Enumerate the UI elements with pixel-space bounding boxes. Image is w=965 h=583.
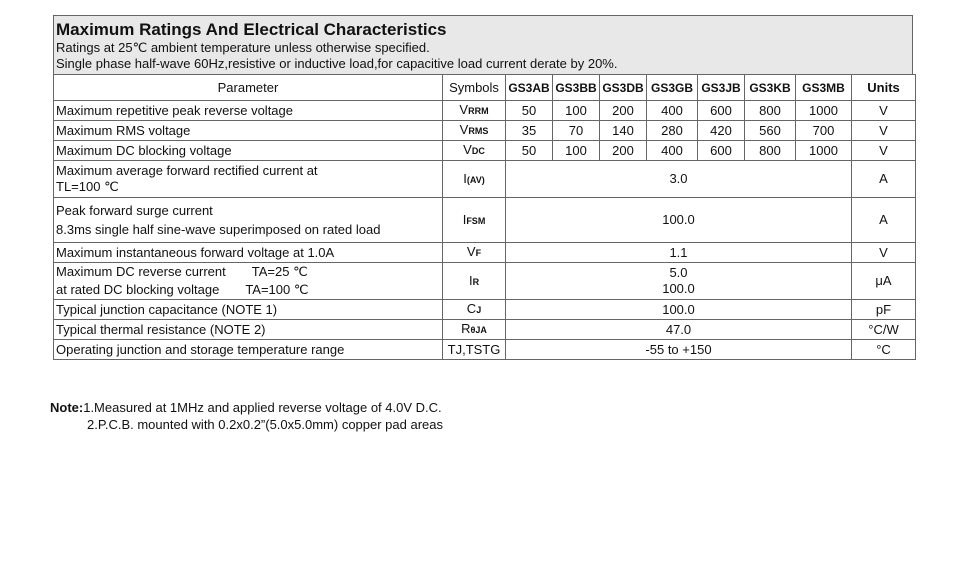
unit-cell: °C	[852, 340, 916, 360]
value-cell: 600	[698, 101, 745, 121]
param-cell: Peak forward surge current 8.3ms single half sine-wave superimposed on rated load	[54, 198, 443, 243]
unit-cell: V	[852, 141, 916, 161]
symbol-cell: VF	[443, 243, 506, 263]
param-cell: Operating junction and storage temperature range	[54, 340, 443, 360]
ratings-header	[53, 15, 913, 74]
ratings-sheet	[53, 15, 913, 360]
note-label: Note:	[50, 400, 84, 415]
value-cell: 50	[506, 101, 553, 121]
unit-cell: A	[852, 198, 916, 243]
value-cell: 560	[745, 121, 796, 141]
unit-cell: pF	[852, 300, 916, 320]
notes-section	[50, 399, 443, 433]
unit-cell: μA	[852, 263, 916, 300]
symbol-cell: CJ	[443, 300, 506, 320]
table-row	[54, 198, 916, 243]
value-cell: 800	[745, 101, 796, 121]
table-row	[54, 300, 916, 320]
parameter-header: Parameter	[54, 75, 443, 101]
value-cell: 100	[553, 141, 600, 161]
part-header: GS3DB	[600, 75, 647, 101]
value-cell: 140	[600, 121, 647, 141]
table-row	[54, 161, 916, 198]
value-cell: 1000	[796, 141, 852, 161]
symbol-cell: VRMS	[443, 121, 506, 141]
table-row	[54, 141, 916, 161]
unit-cell: V	[852, 121, 916, 141]
value-cell: 600	[698, 141, 745, 161]
value-cell: 70	[553, 121, 600, 141]
part-header: GS3AB	[506, 75, 553, 101]
param-cell: Maximum DC reverse current TA=25 ℃ at rated DC blocking voltage TA=100 ℃	[54, 263, 443, 300]
value-cell: 1.1	[506, 243, 852, 263]
note-1: 1.Measured at 1MHz and applied reverse voltage of 4.0V D.C.	[83, 400, 442, 415]
value-cell: 280	[647, 121, 698, 141]
units-header: Units	[852, 75, 916, 101]
value-cell: 200	[600, 101, 647, 121]
value-cell: 800	[745, 141, 796, 161]
value-cell: -55 to +150	[506, 340, 852, 360]
symbol-cell: I(AV)	[443, 161, 506, 198]
part-header: GS3BB	[553, 75, 600, 101]
table-row	[54, 263, 916, 300]
table-row	[54, 320, 916, 340]
param-cell: Typical junction capacitance (NOTE 1)	[54, 300, 443, 320]
symbol-cell: IFSM	[443, 198, 506, 243]
ratings-table	[53, 74, 916, 360]
table-row	[54, 101, 916, 121]
part-header: GS3JB	[698, 75, 745, 101]
part-header: GS3KB	[745, 75, 796, 101]
param-cell: Maximum repetitive peak reverse voltage	[54, 101, 443, 121]
table-row	[54, 121, 916, 141]
part-header: GS3MB	[796, 75, 852, 101]
sheet-title: Maximum Ratings And Electrical Characteristics	[56, 20, 447, 39]
unit-cell: V	[852, 101, 916, 121]
value-cell: 3.0	[506, 161, 852, 198]
table-row	[54, 340, 916, 360]
symbol-cell: VDC	[443, 141, 506, 161]
symbol-cell: IR	[443, 263, 506, 300]
ambient-note: Ratings at 25℃ ambient temperature unless otherwise specified.	[56, 40, 430, 55]
symbol-cell: TJ,TSTG	[443, 340, 506, 360]
value-cell: 47.0	[506, 320, 852, 340]
load-note: Single phase half-wave 60Hz,resistive or inductive load,for capacitive load current derate by 20%.	[56, 56, 618, 71]
value-cell: 100	[553, 101, 600, 121]
param-cell: Maximum DC blocking voltage	[54, 141, 443, 161]
symbol-cell: RθJA	[443, 320, 506, 340]
table-row	[54, 243, 916, 263]
value-cell: 50	[506, 141, 553, 161]
value-cell: 100.0	[506, 300, 852, 320]
unit-cell: A	[852, 161, 916, 198]
unit-cell: V	[852, 243, 916, 263]
value-cell: 100.0	[506, 198, 852, 243]
symbol-cell: VRRM	[443, 101, 506, 121]
value-cell: 1000	[796, 101, 852, 121]
value-cell: 400	[647, 101, 698, 121]
param-cell: Maximum instantaneous forward voltage at 1.0A	[54, 243, 443, 263]
part-header: GS3GB	[647, 75, 698, 101]
symbols-header: Symbols	[443, 75, 506, 101]
table-header-row	[54, 75, 916, 101]
param-cell: Maximum RMS voltage	[54, 121, 443, 141]
value-cell: 35	[506, 121, 553, 141]
value-cell: 5.0 100.0	[506, 263, 852, 300]
value-cell: 400	[647, 141, 698, 161]
value-cell: 200	[600, 141, 647, 161]
note-2: 2.P.C.B. mounted with 0.2x0.2”(5.0x5.0mm) copper pad areas	[87, 417, 444, 432]
param-cell: Maximum average forward rectified current at TL=100 ℃	[54, 161, 443, 198]
param-cell: Typical thermal resistance (NOTE 2)	[54, 320, 443, 340]
unit-cell: °C/W	[852, 320, 916, 340]
value-cell: 420	[698, 121, 745, 141]
value-cell: 700	[796, 121, 852, 141]
